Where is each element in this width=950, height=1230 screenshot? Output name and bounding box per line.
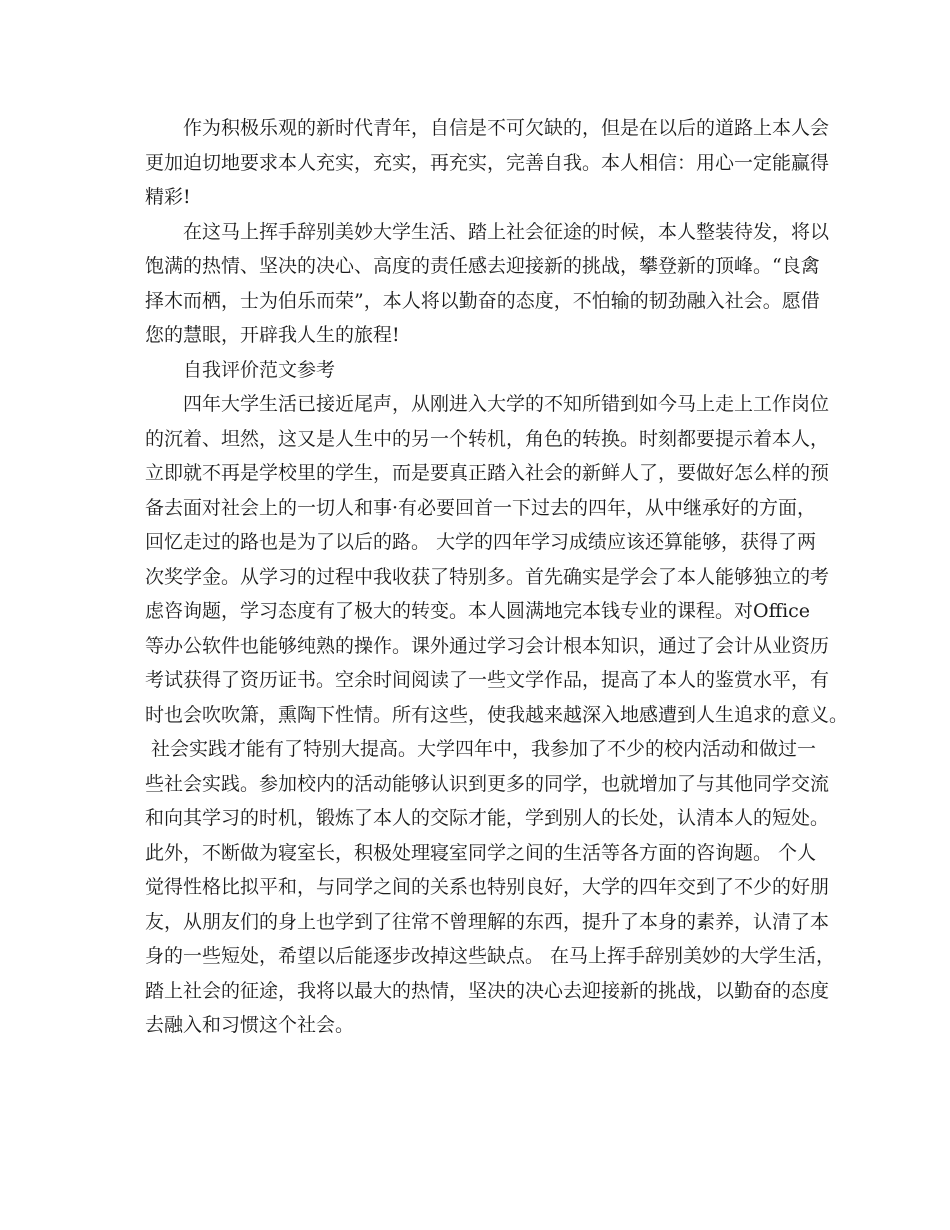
text-line: 饱满的热情、坚决的决心、高度的责任感去迎接新的挑战，攀登新的顶峰。“良禽	[145, 255, 820, 277]
text-line: 考试获得了资历证书。空余时间阅读了一些文学作品，提高了本人的鉴赏水平，有	[145, 669, 830, 691]
text-line: 备去面对社会上的一切人和事·有必要回首一下过去的四年，从中继承好的方面，	[145, 496, 817, 519]
text-line: 身的一些短处，希望以后能逐步改掉这些缺点。 在马上挥手辞别美妙的大学生活，	[145, 945, 836, 967]
text-line: 去融入和习惯这个社会。	[145, 1014, 355, 1036]
text-line: 四年大学生活已接近尾声，从刚进入大学的不知所错到如今马上走上工作岗位	[145, 393, 830, 415]
text-line: 此外，不断做为寝室长，积极处理寝室同学之间的生活等各方面的咨询题。 个人	[145, 841, 817, 864]
text-line: 虑咨询题，学习态度有了极大的转变。本人圆满地完本钱专业的课程。对Office	[145, 600, 811, 622]
text-line: 社会实践才能有了特别大提高。大学四年中，我参加了不少的校内活动和做过一	[145, 738, 817, 760]
text-line: 友，从朋友们的身上也学到了往常不曾理解的东西，提升了本身的素养，认清了本	[145, 910, 830, 933]
text-line: 觉得性格比拟平和，与同学之间的关系也特别良好，大学的四年交到了不少的好朋	[145, 876, 830, 898]
text-line: 次奖学金。从学习的过程中我收获了特别多。首先确实是学会了本人能够独立的考	[145, 565, 830, 588]
text-line: 立即就不再是学校里的学生，而是要真正踏入社会的新鲜人了，要做好怎么样的预	[145, 462, 830, 484]
text-line: 些社会实践。参加校内的活动能够认识到更多的同学，也就增加了与其他同学交流	[145, 772, 830, 795]
text-line: 作为积极乐观的新时代青年，自信是不可欠缺的，但是在以后的道路上本人会	[145, 117, 830, 139]
section-heading: 自我评价范文参考	[145, 358, 336, 381]
text-line: 精彩!	[145, 186, 191, 208]
text-line: 的沉着、坦然，这又是人生中的另一个转机，角色的转换。时刻都要提示着本人，	[145, 427, 830, 450]
text-line: 更加迫切地要求本人充实，充实，再充实，完善自我。本人相信：用心一定能赢得	[145, 151, 830, 174]
text-line: 等办公软件也能够纯熟的操作。课外通过学习会计根本知识，通过了会计从业资历	[145, 634, 830, 657]
text-line: 时也会吹吹箫，熏陶下性情。所有这些，使我越来越深入地感遭到人生追求的意义。	[145, 703, 849, 726]
text-line: 和向其学习的时机，锻炼了本人的交际才能，学到别人的长处，认清本人的短处。	[145, 807, 830, 829]
text-line: 择木而栖，士为伯乐而荣”，本人将以勤奋的态度，不怕输的韧劲融入社会。愿借	[145, 289, 820, 312]
text-line: 回忆走过的路也是为了以后的路。 大学的四年学习成绩应该还算能够，获得了两	[145, 531, 817, 553]
body-text	[145, 111, 849, 1043]
text-line: 在这马上挥手辞别美妙大学生活、踏上社会征途的时候，本人整装待发，将以	[145, 220, 830, 243]
text-line: 踏上社会的征途，我将以最大的热情，坚决的决心去迎接新的挑战，以勤奋的态度	[145, 979, 830, 1002]
text-line: 您的慧眼，开辟我人生的旅程!	[145, 324, 400, 346]
